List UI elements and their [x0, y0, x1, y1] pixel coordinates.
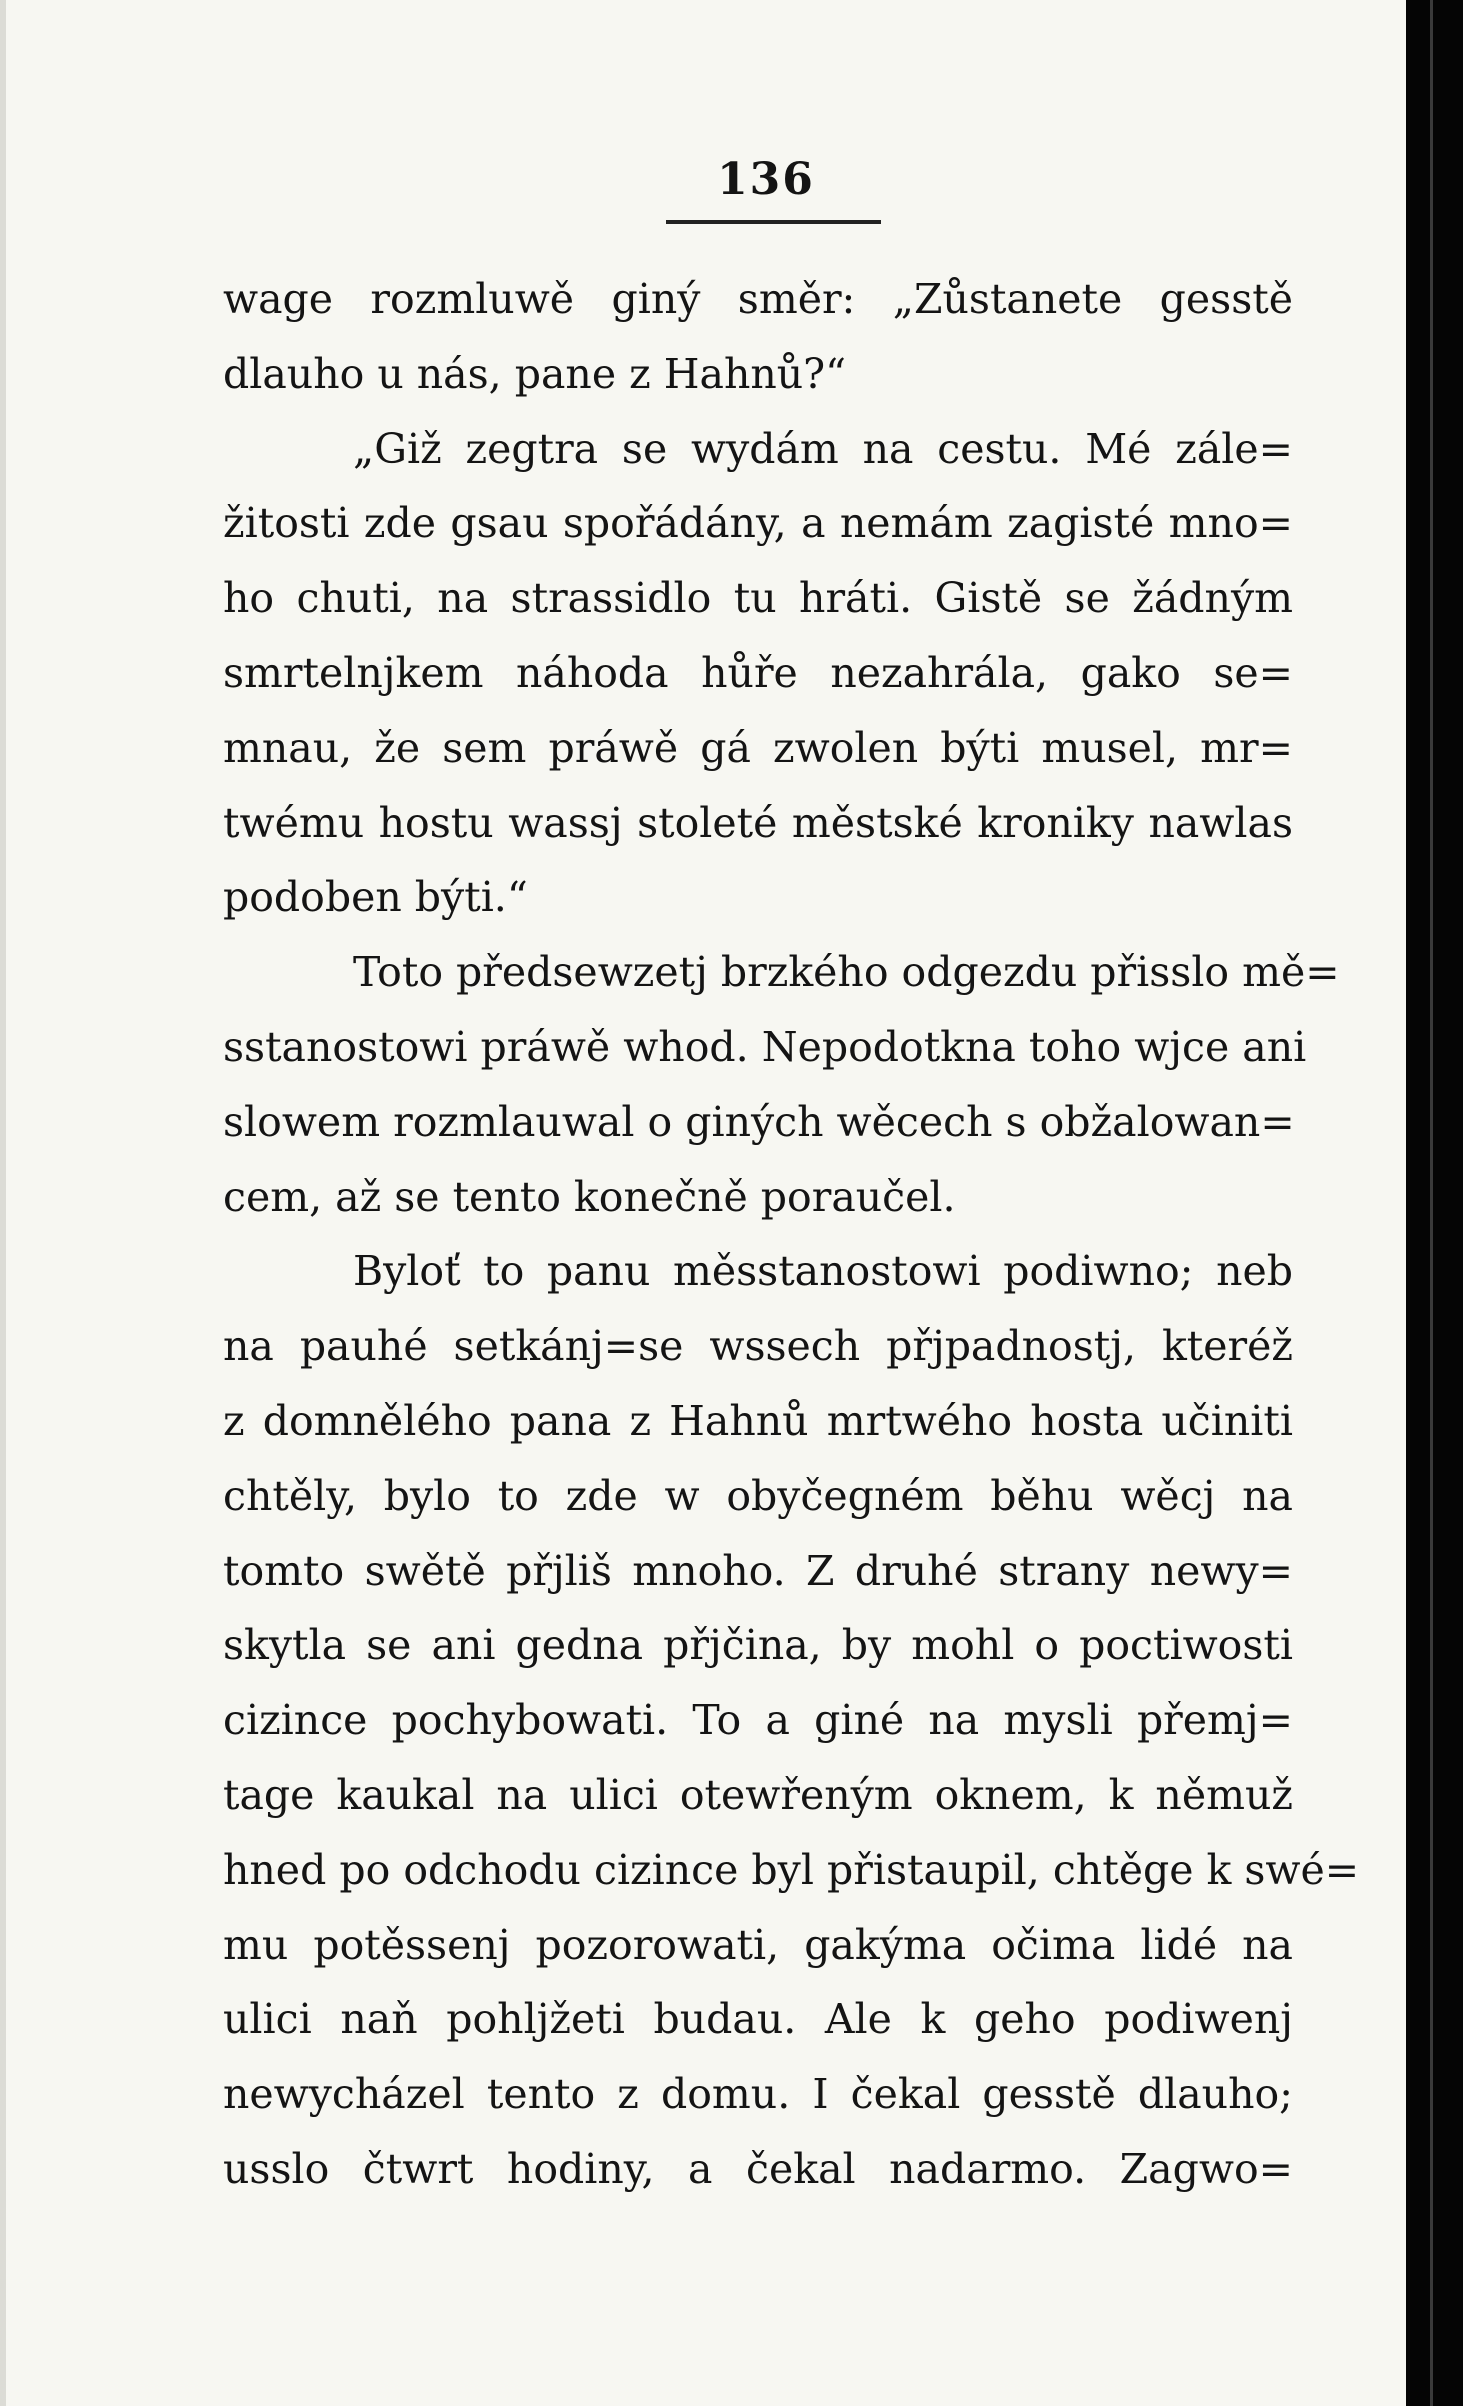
- text-line: ho chuti, na strassidlo tu hráti. Gistě se žádným: [223, 574, 1293, 623]
- text-line: tomto swětě přjliš mnoho. Z druhé strany newy=: [223, 1546, 1293, 1595]
- text-line: podoben býti.“: [223, 873, 528, 922]
- text-line: usslo čtwrt hodiny, a čekal nadarmo. Zagwo=: [223, 2144, 1293, 2193]
- text-line: skytla se ani gedna přjčina, by mohl o poctiwosti: [223, 1621, 1293, 1670]
- book-page: [6, 0, 1406, 2406]
- text-line: wage rozmluwě giný směr: „Zůstanete gesstě: [223, 275, 1293, 323]
- header-rule: [666, 220, 881, 224]
- body-text: [223, 262, 1360, 2207]
- text-line: mu potěssenj pozorowati, gakýma očima lidé na: [223, 1920, 1293, 1969]
- text-line: cizince pochybowati. To a giné na mysli přemj=: [223, 1696, 1293, 1745]
- text-line: tage kaukal na ulici otewřeným oknem, k němuž: [223, 1770, 1293, 1819]
- text-line: ulici naň pohljžeti budau. Ale k geho podiwenj: [223, 1995, 1293, 2044]
- text-line: žitosti zde gsau spořádány, a nemám zagisté mno=: [223, 499, 1293, 548]
- text-line: twému hostu wassj stoleté městské kroniky nawlas: [223, 798, 1293, 847]
- gutter-edge: [1430, 0, 1433, 2406]
- text-line: smrtelnjkem náhoda hůře nezahrála, gako se=: [223, 648, 1293, 697]
- text-line: na pauhé setkánj=se wssech přjpadnostj, kteréž: [223, 1322, 1293, 1371]
- text-line: cem, až se tento konečně poraučel.: [223, 1172, 956, 1221]
- text-line: mnau, že sem práwě gá zwolen býti musel, mr=: [223, 723, 1293, 772]
- text-line: „Giž zegtra se wydám na cestu. Mé zále=: [353, 424, 1293, 473]
- binding-gutter: [1406, 0, 1463, 2406]
- text-line: z domnělého pana z Hahnů mrtwého hosta učiniti: [223, 1396, 1293, 1445]
- text-line: hned po odchodu cizince byl přistaupil, chtěge k swé=: [223, 1845, 1360, 1894]
- text-line: chtěly, bylo to zde w obyčegném běhu wěcj na: [223, 1471, 1293, 1520]
- text-line: Byloť to panu měsstanostowi podiwno; neb: [353, 1247, 1293, 1296]
- text-line: dlauho u nás, pane z Hahnů?“: [223, 349, 847, 398]
- text-line: Toto předsewzetj brzkého odgezdu přisslo mě=: [353, 948, 1340, 997]
- text-line: newycházel tento z domu. I čekal gesstě dlauho;: [223, 2070, 1293, 2119]
- text-line: slowem rozmlauwal o giných wěcech s obžalowan=: [223, 1097, 1295, 1146]
- page-number: 136: [717, 154, 815, 205]
- text-line: sstanostowi práwě whod. Nepodotkna toho wjce ani: [223, 1022, 1307, 1071]
